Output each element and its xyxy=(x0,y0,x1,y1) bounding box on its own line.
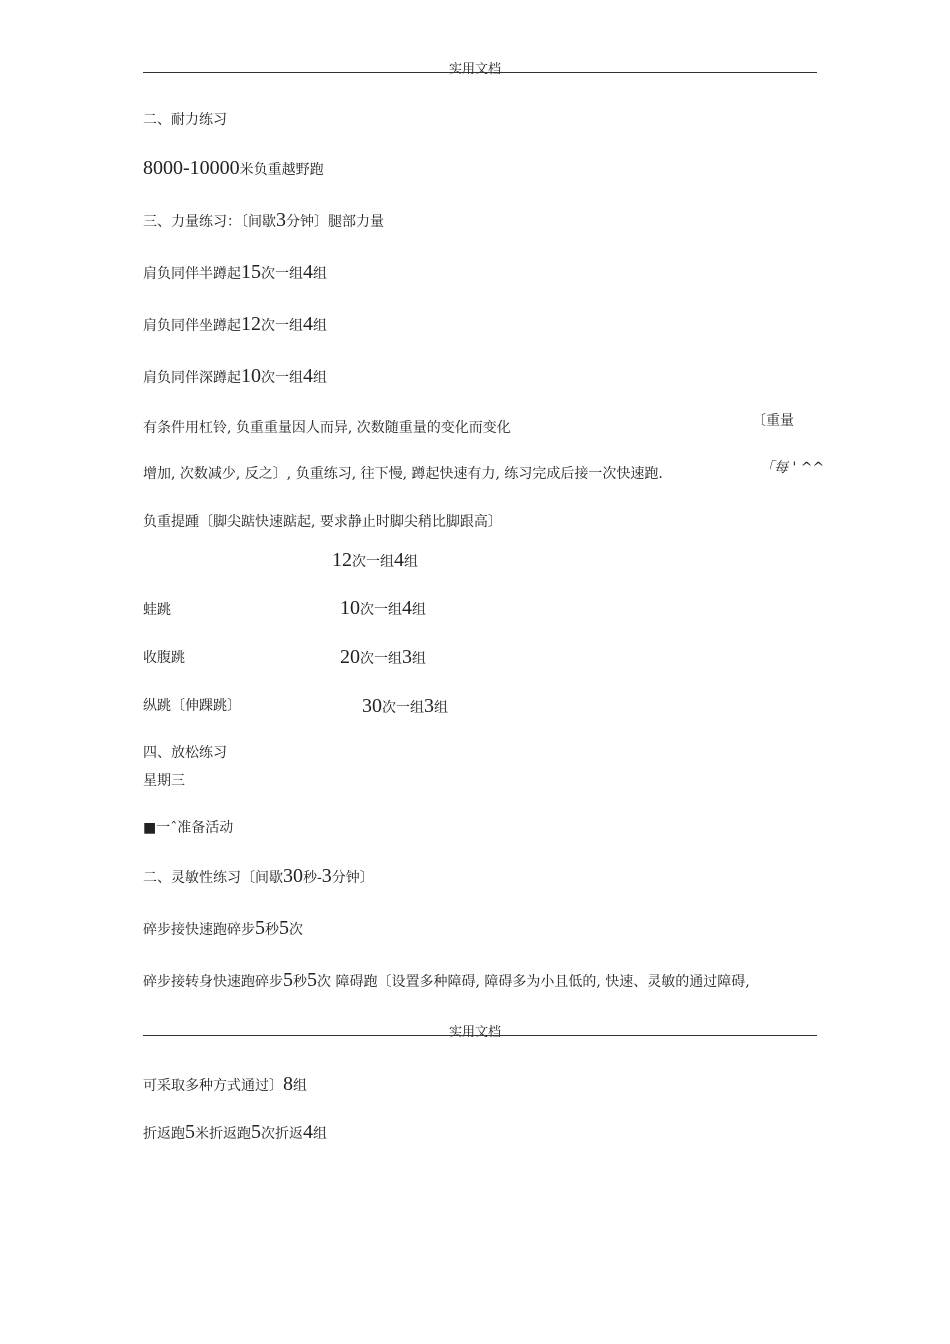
exercise-shuttle-run: 折返跑5米折返跑5次折返4组 xyxy=(143,1121,327,1143)
exercise-half-squat: 肩负同伴半蹲起15次一组4组 xyxy=(143,261,327,283)
barbell-note-line2: 增加, 次数减少, 反之〕, 负重练习, 往下慢, 蹲起快速有力, 练习完成后接一次快速跑. xyxy=(143,466,663,482)
barbell-note-line1: 有条件用杠铃, 负重重量因人而异, 次数随重量的变化而变化 xyxy=(143,420,511,436)
frog-jump-reps: 10次一组4组 xyxy=(340,597,426,619)
tuck-jump-label: 收腹跳 xyxy=(143,650,185,666)
frog-jump-label: 蛙跳 xyxy=(143,602,171,618)
exercise-turn-run-obstacle: 碎步接转身快速跑碎步5秒5次 障碍跑〔设置多种障碍, 障碍多为小且低的, 快速、灵敏的通过障碍, xyxy=(143,969,750,991)
vertical-jump-reps: 30次一组3组 xyxy=(362,695,448,717)
section-agility-heading: 二、灵敏性练习〔间歇30秒-3分钟〕 xyxy=(143,865,374,887)
exercise-quick-step-run: 碎步接快速跑碎步5秒5次 xyxy=(143,917,303,939)
endurance-run-line: 8000-10000米负重越野跑 xyxy=(143,157,324,179)
exercise-sit-squat: 肩负同伴坐蹲起12次一组4组 xyxy=(143,313,327,335)
header-rule-2 xyxy=(143,1035,817,1036)
exercise-deep-squat: 肩负同伴深蹲起10次一组4组 xyxy=(143,365,327,387)
weekday-wednesday: 星期三 xyxy=(143,773,185,789)
section-warmup-heading: ■一ˆ准备活动 xyxy=(143,820,234,836)
header-rule xyxy=(143,72,817,73)
tuck-jump-reps: 20次一组3组 xyxy=(340,646,426,668)
section-strength-heading: 三、力量练习：〔间歇3分钟〕腿部力量 xyxy=(143,209,384,231)
section-endurance-heading: 二、耐力练习 xyxy=(143,112,227,128)
page-header-text-2: 实用文档 xyxy=(448,1025,501,1040)
barbell-note-margin-1: 〔重量 xyxy=(752,413,794,429)
page-header-text: 实用文档 xyxy=(448,62,501,77)
section-relax-heading: 四、放松练习 xyxy=(143,745,227,761)
obstacle-run-continued: 可采取多种方式通过〕8组 xyxy=(143,1073,307,1095)
calf-raise-line: 负重提踵〔脚尖踮快速踮起, 要求静止时脚尖稍比脚跟高〕 xyxy=(143,514,502,530)
vertical-jump-label: 纵跳〔伸踝跳〕 xyxy=(143,698,241,714)
barbell-note-margin-2: 「每 ' ^^ xyxy=(760,460,825,476)
calf-raise-reps: 12次一组4组 xyxy=(332,549,418,571)
